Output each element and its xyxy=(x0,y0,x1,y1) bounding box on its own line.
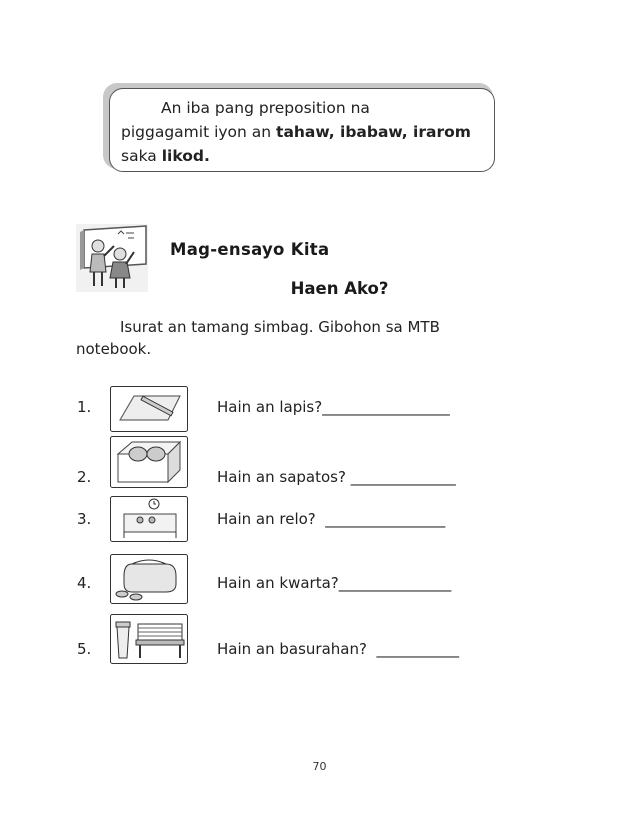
callout-text xyxy=(121,96,501,168)
item-3-question: Hain an relo? ________________ xyxy=(217,510,446,528)
item-2-question: Hain an sapatos? ______________ xyxy=(217,468,456,486)
instructions-line-2: notebook. xyxy=(76,340,152,358)
callout-likod: likod. xyxy=(161,147,210,165)
section-title: Mag-ensayo Kita xyxy=(170,240,330,259)
item-1-number: 1. xyxy=(77,398,92,416)
trash-bin-beside-bench-icon xyxy=(110,614,188,664)
instructions-line-1: Isurat an tamang simbag. Gibohon sa MTB xyxy=(120,318,440,336)
item-2-number: 2. xyxy=(77,468,92,486)
item-4-question: Hain an kwarta?_______________ xyxy=(217,574,452,592)
item-5-question: Hain an basurahan? ___________ xyxy=(217,640,459,658)
item-3-number: 3. xyxy=(77,510,92,528)
pencil-on-paper-icon xyxy=(110,386,188,432)
coin-purse-icon xyxy=(110,554,188,604)
shoes-in-box-icon xyxy=(110,436,188,488)
callout-line-3: saka likod. xyxy=(121,147,210,165)
callout-line-2: piggagamit iyon an tahaw, ibabaw, irarom xyxy=(121,123,471,141)
item-1-question: Hain an lapis?_________________ xyxy=(217,398,450,416)
instructions xyxy=(76,316,516,360)
item-5-number: 5. xyxy=(77,640,92,658)
item-4-number: 4. xyxy=(77,574,92,592)
callout-prepositions: tahaw, ibabaw, irarom xyxy=(276,123,471,141)
page-number: 70 xyxy=(312,760,327,773)
callout-line-1: An iba pang preposition na xyxy=(161,99,370,117)
clock-over-bed-icon xyxy=(110,496,188,542)
section-subtitle: Haen Ako? xyxy=(290,279,389,298)
